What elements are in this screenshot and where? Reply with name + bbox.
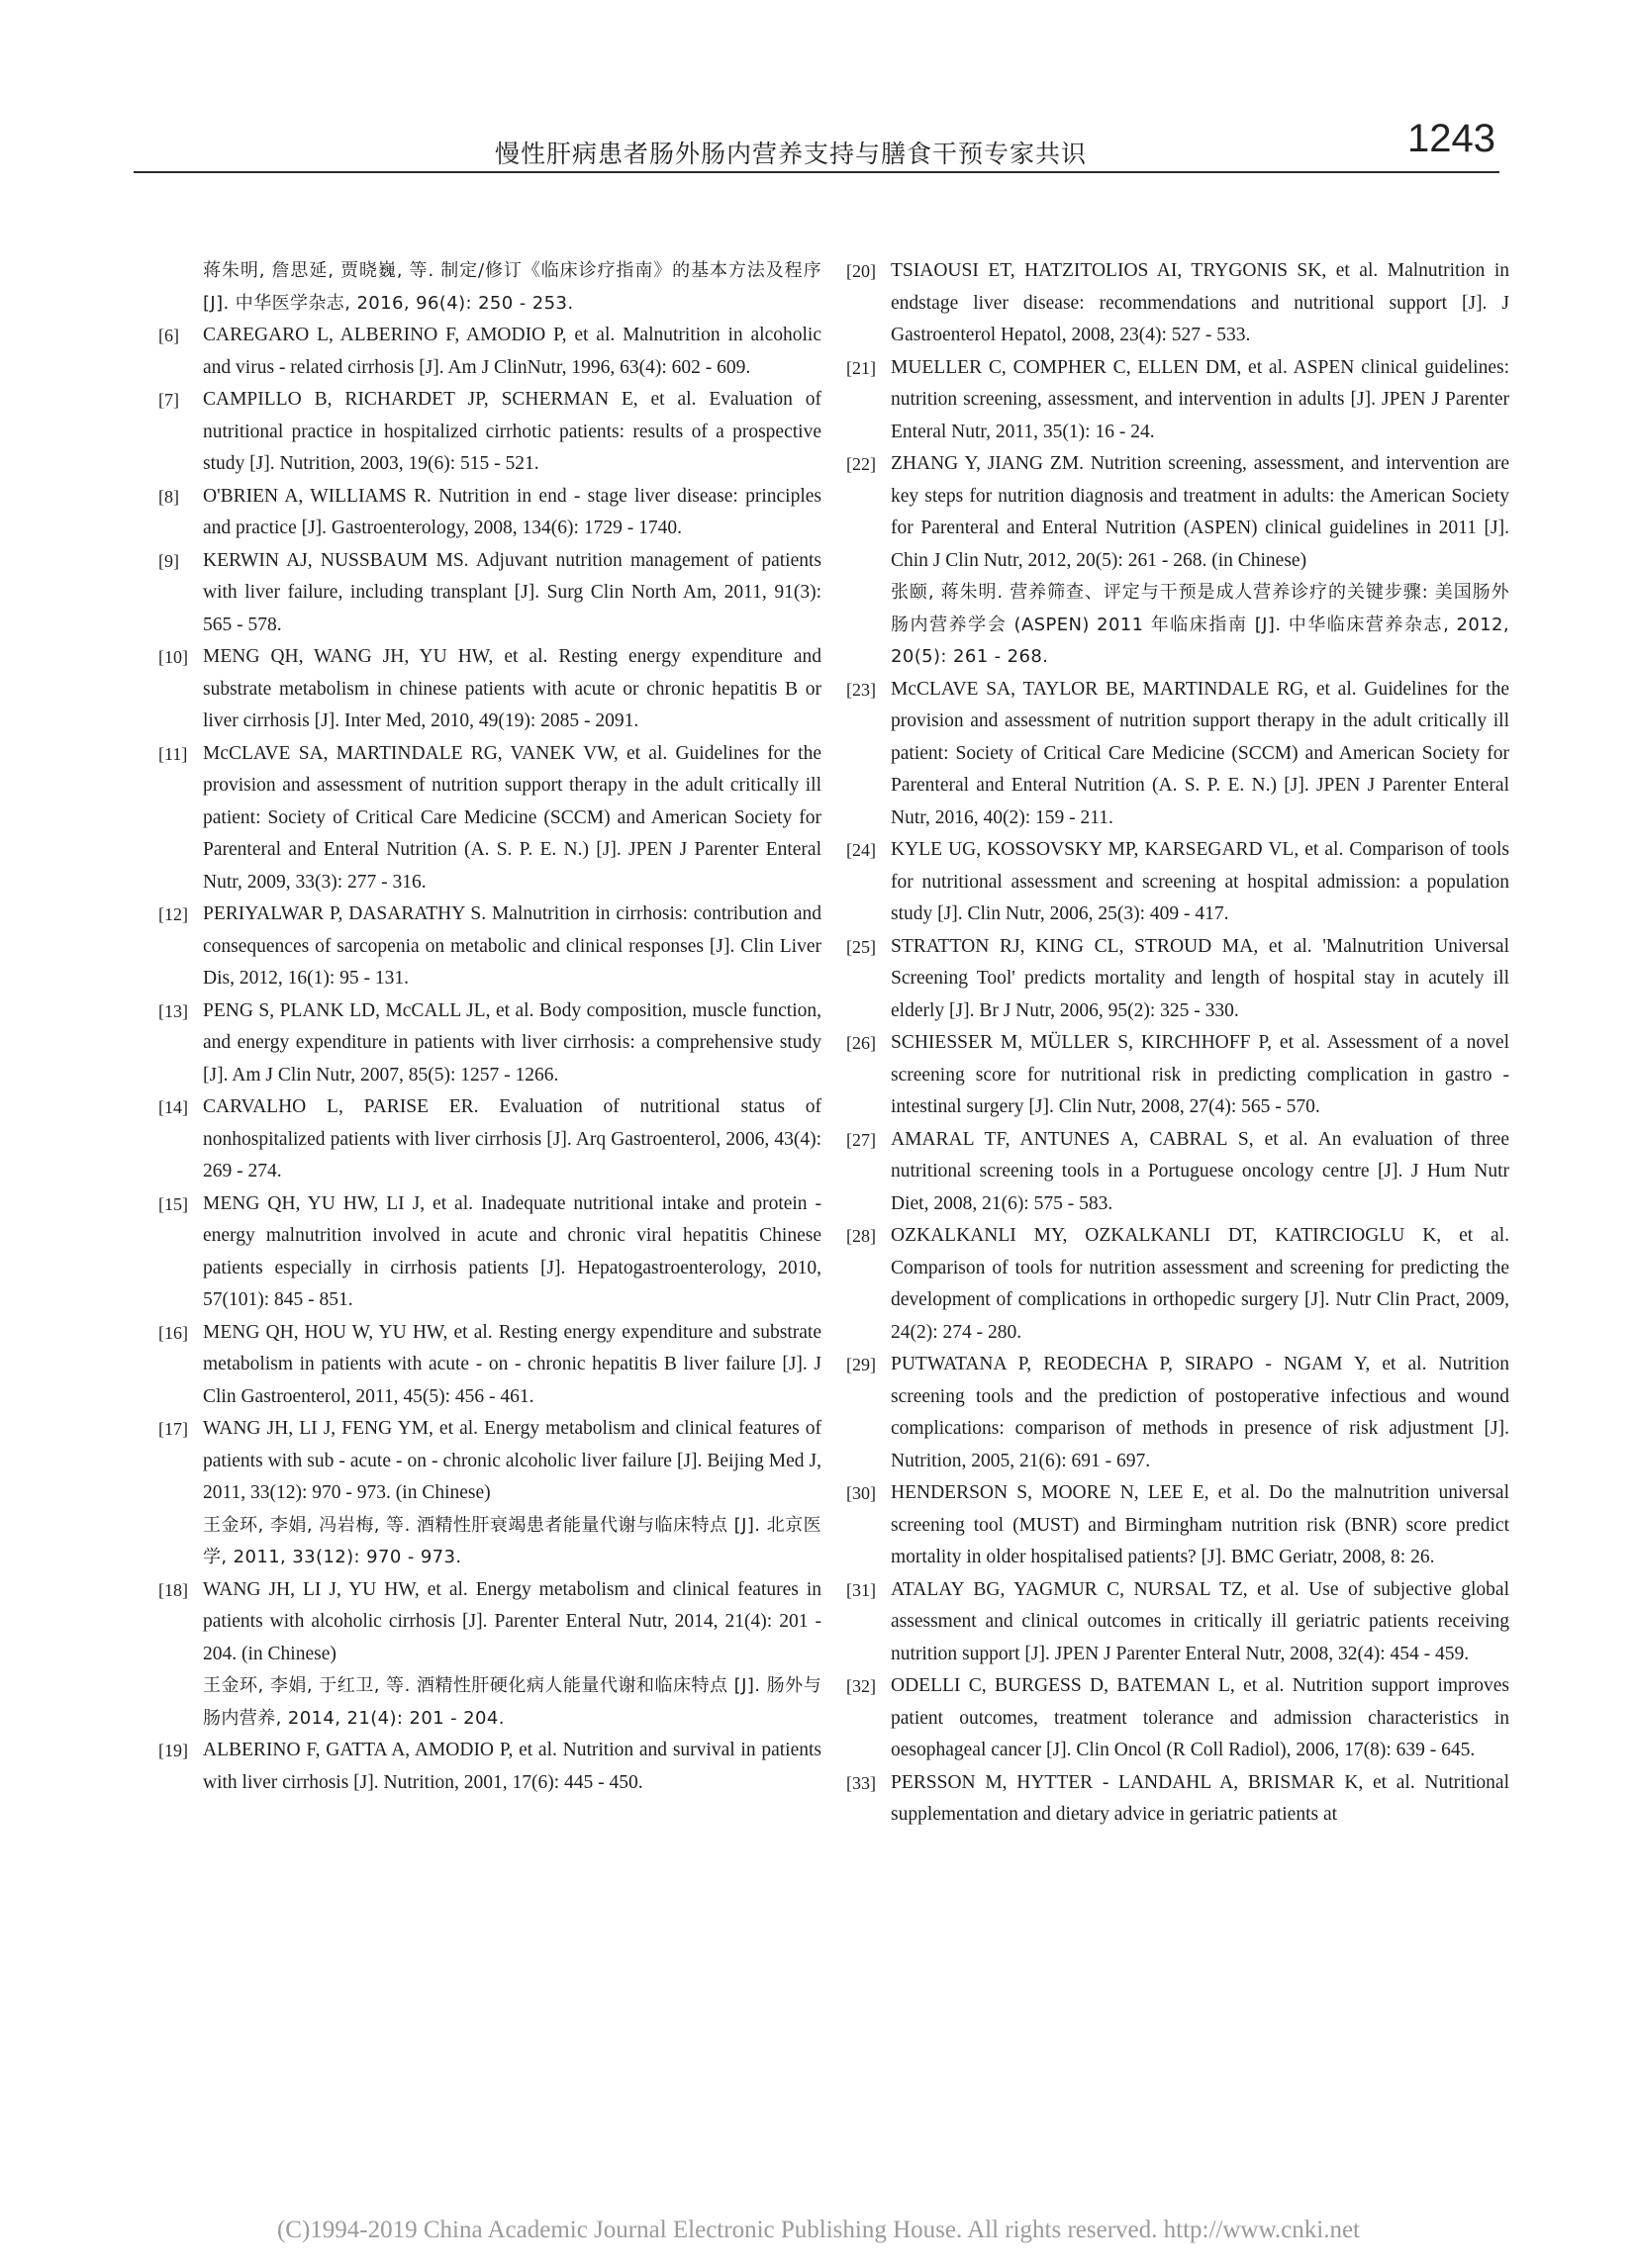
reference-number: [18] [158, 1579, 188, 1600]
reference-number: [8] [158, 486, 179, 507]
reference-number: [20] [846, 261, 876, 281]
reference-entry [846, 1767, 1509, 1832]
reference-number: [30] [846, 1483, 876, 1503]
references-right-column [846, 255, 1509, 1832]
reference-number: [28] [846, 1226, 876, 1246]
reference-text: O'BRIEN A, WILLIAMS R. Nutrition in end - stage liver disease: principles and practice [J]. Gastroenterology, 2008, 134(6): 1729 - 1740. [203, 485, 821, 538]
reference-text: OZKALKANLI MY, OZKALKANLI DT, KATIRCIOGLU K, et al. Comparison of tools for nutrition assessment and screening for predicting the development of complications in orthopedic surgery [J]. Nutr Clin Pract, 2009, 24(2): 274 - 280. [891, 1225, 1509, 1343]
reference-text: PUTWATANA P, REODECHA P, SIRAPO - NGAM Y, et al. Nutrition screening tools and the prediction of postoperative infectious and wound complications: comparison of methods in presence of risk adjustment [J]. Nutrition, 2005, 21(6): 691 - 697. [891, 1354, 1509, 1471]
reference-number: [22] [846, 454, 876, 474]
reference-text: ALBERINO F, GATTA A, AMODIO P, et al. Nutrition and survival in patients with liver cirrhosis [J]. Nutrition, 2001, 17(6): 445 - 450. [203, 1740, 821, 1793]
copyright-footer: (C)1994-2019 China Academic Journal Electronic Publishing House. All rights reserved. http://www.cnki.net [276, 2217, 1361, 2243]
reference-number: [16] [158, 1322, 188, 1343]
reference-entry [846, 1220, 1509, 1349]
reference-number: [33] [846, 1772, 876, 1793]
reference-number: [24] [846, 840, 876, 860]
reference-number: [15] [158, 1193, 188, 1214]
reference-text: AMARAL TF, ANTUNES A, CABRAL S, et al. An evaluation of three nutritional screening tools in a Portuguese oncology centre [J]. J Hum Nutr Diet, 2008, 21(6): 575 - 583. [891, 1128, 1509, 1214]
reference-entry [846, 674, 1509, 835]
reference-text: SCHIESSER M, MÜLLER S, KIRCHHOFF P, et al. Assessment of a novel screening score for nutritional risk in predicting complication in gastro - intestinal surgery [J]. Clin Nutr, 2008, 27(4): 565 - 570. [891, 1032, 1509, 1117]
reference-entry [846, 352, 1509, 449]
reference-text-chinese: 蒋朱明, 詹思延, 贾晓巍, 等. 制定/修订《临床诊疗指南》的基本方法及程序 [J]. 中华医学杂志, 2016, 96(4): 250 - 253. [203, 260, 821, 314]
reference-entry [846, 1349, 1509, 1477]
reference-text: PERIYALWAR P, DASARATHY S. Malnutrition in cirrhosis: contribution and consequences of sarcopenia on metabolic and clinical responses [J]. Clin Liver Dis, 2012, 16(1): 95 - 131. [203, 903, 821, 989]
reference-text: MENG QH, WANG JH, YU HW, et al. Resting energy expenditure and substrate metabolism in chinese patients with acute or chronic hepatitis B or liver cirrhosis [J]. Inter Med, 2010, 49(19): 2085 - 2091. [203, 646, 821, 731]
reference-entry [158, 1317, 821, 1414]
reference-entry [158, 1735, 821, 1799]
reference-entry [158, 545, 821, 642]
reference-text: CAREGARO L, ALBERINO F, AMODIO P, et al. Malnutrition in alcoholic and virus - related cirrhosis [J]. Am J ClinNutr, 1996, 63(4): 602 - 609. [203, 325, 821, 378]
reference-number: [27] [846, 1129, 876, 1150]
reference-text: HENDERSON S, MOORE N, LEE E, et al. Do the malnutrition universal screening tool (MUST) and Birmingham nutrition risk (BNR) score predict mortality in older hospitalised patients? [J]. BMC Geriatr, 2008, 8: 26. [891, 1482, 1509, 1567]
reference-text: CAMPILLO B, RICHARDET JP, SCHERMAN E, et al. Evaluation of nutritional practice in hospitalized cirrhotic patients: results of a prospective study [J]. Nutrition, 2003, 19(6): 515 - 521. [203, 389, 821, 474]
reference-text: KERWIN AJ, NUSSBAUM MS. Adjuvant nutrition management of patients with liver failure, including transplant [J]. Surg Clin North Am, 2011, 91(3): 565 - 578. [203, 549, 821, 635]
reference-entry [158, 1188, 821, 1317]
reference-entry [158, 1413, 821, 1574]
reference-text: ODELLI C, BURGESS D, BATEMAN L, et al. Nutrition support improves patient outcomes, treatment tolerance and admission characteristics in oesophageal cancer [J]. Clin Oncol (R Coll Radiol), 2006, 17(8): 639 - 645. [891, 1675, 1509, 1760]
reference-entry [846, 931, 1509, 1028]
reference-number: [19] [158, 1741, 188, 1760]
references-left-column [158, 255, 821, 1799]
reference-entry [158, 255, 821, 320]
reference-entry [158, 738, 821, 899]
reference-text: PERSSON M, HYTTER - LANDAHL A, BRISMAR K, et al. Nutritional supplementation and dietary advice in geriatric patients at [891, 1771, 1509, 1825]
reference-text: CARVALHO L, PARISE ER. Evaluation of nutritional status of nonhospitalized patients with liver cirrhosis [J]. Arq Gastroenterol, 2006, 43(4): 269 - 274. [203, 1096, 821, 1181]
reference-text: McCLAVE SA, TAYLOR BE, MARTINDALE RG, et al. Guidelines for the provision and assessment of nutrition support therapy in the adult critically ill patient: Society of Critical Care Medicine (SCCM) and American Society for Parenteral and Enteral Nutrition (A. S. P. E. N.) [J]. JPEN J Parenter Enteral Nutr, 2016, 40(2): 159 - 211. [891, 678, 1509, 828]
header-divider [134, 171, 1499, 173]
reference-text-chinese: 张颐, 蒋朱明. 营养筛查、评定与干预是成人营养诊疗的关键步骤: 美国肠外肠内营养学会 (ASPEN) 2011 年临床指南 [J]. 中华临床营养杂志, 2012, 20(5): 261 - 268. [891, 582, 1509, 667]
reference-text: McCLAVE SA, MARTINDALE RG, VANEK VW, et al. Guidelines for the provision and assessment of nutrition support therapy in the adult critically ill patient: Society of Critical Care Medicine (SCCM) and American Society for Parenteral and Enteral Nutrition (A. S. P. E. N.) [J]. JPEN J Parenter Enteral Nutr, 2009, 33(3): 277 - 316. [203, 742, 821, 893]
reference-entry [158, 1091, 821, 1188]
reference-number: [31] [846, 1579, 876, 1600]
page-number: 1243 [1407, 117, 1495, 160]
reference-entry [158, 995, 821, 1092]
reference-number: [25] [846, 936, 876, 957]
reference-text: PENG S, PLANK LD, McCALL JL, et al. Body composition, muscle function, and energy expenditure in patients with liver cirrhosis: a comprehensive study [J]. Am J Clin Nutr, 2007, 85(5): 1257 - 1266. [203, 999, 821, 1086]
reference-entry [846, 1670, 1509, 1767]
reference-text: MENG QH, HOU W, YU HW, et al. Resting energy expenditure and substrate metabolism in patients with acute - on - chronic hepatitis B liver failure [J]. J Clin Gastroenterol, 2011, 45(5): 456 - 461. [203, 1321, 821, 1407]
reference-entry [846, 1477, 1509, 1574]
reference-entry [158, 384, 821, 481]
reference-number: [26] [846, 1033, 876, 1053]
reference-number: [12] [158, 904, 188, 924]
reference-text: ATALAY BG, YAGMUR C, NURSAL TZ, et al. Use of subjective global assessment and clinical outcomes in critically ill geriatric patients receiving nutrition support [J]. JPEN J Parenter Enteral Nutr, 2008, 32(4): 454 - 459. [891, 1578, 1509, 1664]
reference-number: [17] [158, 1419, 188, 1439]
reference-number: [9] [158, 550, 179, 571]
reference-entry [846, 1124, 1509, 1221]
reference-number: [21] [846, 357, 876, 378]
reference-entry [158, 641, 821, 738]
reference-text: STRATTON RJ, KING CL, STROUD MA, et al. 'Malnutrition Universal Screening Tool' predicts mortality and length of hospital stay in acutely ill elderly [J]. Br J Nutr, 2006, 95(2): 325 - 330. [891, 935, 1509, 1021]
reference-text: MUELLER C, COMPHER C, ELLEN DM, et al. ASPEN clinical guidelines: nutrition screening, assessment, and intervention in adults [J]. JPEN J Parenter Enteral Nutr, 2011, 35(1): 16 - 24. [891, 356, 1509, 442]
reference-number: [13] [158, 1000, 188, 1021]
reference-number: [14] [158, 1097, 188, 1117]
reference-text-chinese: 王金环, 李娟, 冯岩梅, 等. 酒精性肝衰竭患者能量代谢与临床特点 [J]. 北京医学, 2011, 33(12): 970 - 973. [203, 1514, 821, 1567]
reference-entry [846, 1027, 1509, 1124]
reference-number: [6] [158, 326, 179, 345]
reference-number: [7] [158, 390, 179, 410]
reference-entry [846, 448, 1509, 674]
reference-text: WANG JH, LI J, YU HW, et al. Energy metabolism and clinical features in patients with alcoholic cirrhosis [J]. Parenter Enteral Nutr, 2014, 21(4): 201 - 204. (in Chinese) [203, 1578, 821, 1664]
reference-entry [158, 320, 821, 384]
reference-number: [23] [846, 679, 876, 700]
reference-number: [29] [846, 1355, 876, 1374]
reference-entry [846, 1574, 1509, 1671]
reference-text: MENG QH, YU HW, LI J, et al. Inadequate nutritional intake and protein - energy malnutrition involved in acute and chronic viral hepatitis Chinese patients especially in cirrhosis patients [J]. Hepatogastroenterology, 2010, 57(101): 845 - 851. [203, 1192, 821, 1310]
reference-entry [846, 255, 1509, 352]
reference-text: ZHANG Y, JIANG ZM. Nutrition screening, assessment, and intervention are key steps for nutrition diagnosis and treatment in adults: the American Society for Parenteral and Enteral Nutrition (ASPEN) clinical guidelines in 2011 [J]. Chin J Clin Nutr, 2012, 20(5): 261 - 268. (in Chinese) [891, 453, 1509, 571]
reference-entry [158, 898, 821, 995]
page-header [134, 117, 1499, 176]
reference-text-chinese: 王金环, 李娟, 于红卫, 等. 酒精性肝硬化病人能量代谢和临床特点 [J]. 肠外与肠内营养, 2014, 21(4): 201 - 204. [203, 1675, 821, 1729]
reference-entry [158, 1574, 821, 1736]
reference-number: [11] [158, 743, 188, 764]
reference-number: [10] [158, 647, 188, 667]
reference-entry [158, 481, 821, 545]
reference-text: WANG JH, LI J, FENG YM, et al. Energy metabolism and clinical features of patients with sub - acute - on - chronic alcoholic liver failure [J]. Beijing Med J, 2011, 33(12): 970 - 973. (in Chinese) [203, 1418, 821, 1503]
reference-number: [32] [846, 1676, 876, 1696]
reference-text: TSIAOUSI ET, HATZITOLIOS AI, TRYGONIS SK, et al. Malnutrition in endstage liver disease: recommendations and nutritional support [J]. J Gastroenterol Hepatol, 2008, 23(4): 527 - 533. [891, 260, 1509, 345]
running-title: 慢性肝病患者肠外肠内营养支持与膳食干预专家共识 [495, 140, 1088, 168]
reference-entry [846, 834, 1509, 931]
reference-text: KYLE UG, KOSSOVSKY MP, KARSEGARD VL, et al. Comparison of tools for nutritional assessment and screening at hospital admission: a population study [J]. Clin Nutr, 2006, 25(3): 409 - 417. [891, 839, 1509, 924]
